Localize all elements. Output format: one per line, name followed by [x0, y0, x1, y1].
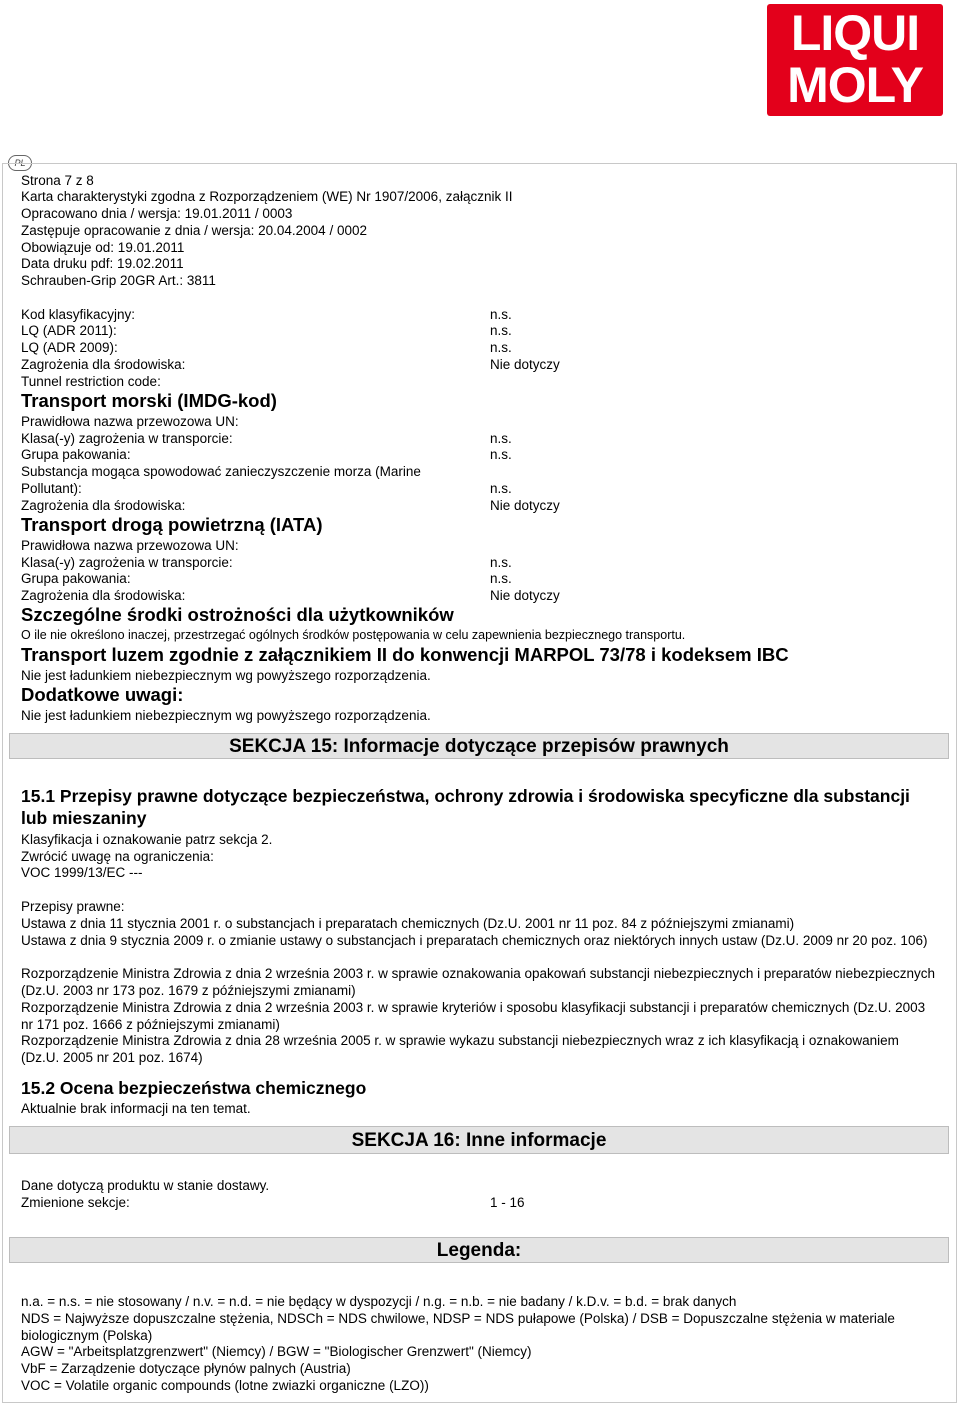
marine-pollutant-value: n.s. — [490, 481, 512, 496]
print-date: Data druku pdf: 19.02.2011 — [21, 256, 184, 271]
voc-directive: VOC 1999/13/EC --- — [21, 865, 143, 880]
precautions-text: O ile nie określono inaczej, przestrzegać ogólnych środków postępowania w celu zapewnienia bezpiecznego transportu. — [21, 628, 686, 642]
sea-un-name-label: Prawidłowa nazwa przewozowa UN: — [21, 414, 239, 429]
sea-group-value: n.s. — [490, 447, 512, 462]
document-title: Karta charakterystyki zgodna z Rozporządzeniem (WE) Nr 1907/2006, załącznik II — [21, 189, 513, 204]
lq-2011-value: n.s. — [490, 323, 512, 338]
replaces-version: Zastępuje opracowanie z dnia / wersja: 20.04.2004 / 0002 — [21, 223, 367, 238]
road-env-hazard-label: Zagrożenia dla środowiska: — [21, 357, 186, 372]
precautions-heading: Szczególne środki ostrożności dla użytkowników — [21, 604, 454, 625]
air-env-hazard-label: Zagrożenia dla środowiska: — [21, 588, 186, 603]
sea-env-hazard-value: Nie dotyczy — [490, 498, 560, 513]
marpol-text: Nie jest ładunkiem niebezpiecznym wg powyższego rozporządzenia. — [21, 668, 431, 683]
regulation-item: Rozporządzenie Ministra Zdrowia z dnia 2 września 2003 r. w sprawie oznakowania opakowań substancji niebezpiecznych i preparatów niebezpiecznych (Dz.U. 2003 nr 173 poz. 1679 z późniejszymi zmianami) — [21, 966, 935, 998]
regulation-item: Ustawa z dnia 11 stycznia 2001 r. o substancjach i preparatach chemicznych (Dz.U. 2001 nr 11 poz. 84 z późniejszymi zmianami) — [21, 916, 795, 931]
tunnel-code-label: Tunnel restriction code: — [21, 374, 161, 389]
sea-env-hazard-label: Zagrożenia dla środowiska: — [21, 498, 186, 513]
lq-2009-label: LQ (ADR 2009): — [21, 340, 118, 355]
logo-line-1: LIQUI — [790, 5, 920, 61]
classification-note: Klasyfikacja i oznakowanie patrz sekcja 2. — [21, 832, 273, 847]
restrictions-note: Zwrócić uwagę na ograniczenia: — [21, 849, 214, 864]
regulation-item: Ustawa z dnia 9 stycznia 2009 r. o zmianie ustawy o substancjach i preparatach chemicznych oraz niektórych innych ustaw (Dz.U. 2009 nr 20 poz. 106) — [21, 933, 928, 948]
air-transport-heading: Transport drogą powietrzną (IATA) — [21, 514, 323, 535]
marine-pollutant-label: Substancja mogąca spowodować zanieczyszczenie morza (Marine — [21, 464, 421, 479]
marine-pollutant-label-cont: Pollutant): — [21, 481, 82, 496]
additional-notes-heading: Dodatkowe uwagi: — [21, 684, 184, 705]
regulations-title: Przepisy prawne: — [21, 899, 125, 914]
language-badge: PL — [8, 155, 32, 171]
air-class-value: n.s. — [490, 555, 512, 570]
legend-line: VbF = Zarządzenie dotyczące płynów palnych (Austria) — [21, 1361, 351, 1376]
logo-line-2: MOLY — [787, 57, 923, 113]
prepared-date: Opracowano dnia / wersja: 19.01.2011 / 0003 — [21, 206, 293, 221]
page-number: Strona 7 z 8 — [21, 173, 94, 188]
sea-transport-heading: Transport morski (IMDG-kod) — [21, 390, 277, 411]
legend-line: VOC = Volatile organic compounds (lotne zwiazki organiczne (LZO)) — [21, 1378, 429, 1393]
classification-code-value: n.s. — [490, 307, 512, 322]
lq-2011-label: LQ (ADR 2011): — [21, 323, 117, 338]
air-group-value: n.s. — [490, 571, 512, 586]
section-15-bar: SEKCJA 15: Informacje dotyczące przepisów prawnych — [9, 733, 949, 759]
legend-line: n.a. = n.s. = nie stosowany / n.v. = n.d. = nie będący w dyspozycji / n.g. = n.b. = nie badany / k.D.v. = b.d. = brak danych — [21, 1294, 737, 1309]
regulation-item: Rozporządzenie Ministra Zdrowia z dnia 28 września 2005 r. w sprawie wykazu substancji niebezpiecznych wraz z ich klasyfikacją i oznakowaniem (Dz.U. 2005 nr 201 poz. 1674) — [21, 1033, 899, 1065]
additional-notes-text: Nie jest ładunkiem niebezpiecznym wg powyższego rozporządzenia. — [21, 708, 431, 723]
legend-line: AGW = "Arbeitsplatzgrenzwert" (Niemcy) / BGW = "Biologischer Grenzwert" (Niemcy) — [21, 1344, 532, 1359]
section-15-1-heading: 15.1 Przepisy prawne dotyczące bezpieczeństwa, ochrony zdrowia i środowiska specyficzne dla substancji lub mieszaniny — [21, 786, 910, 828]
changed-sections-label: Zmienione sekcje: — [21, 1195, 130, 1210]
marpol-heading: Transport luzem zgodnie z załącznikiem II do konwencji MARPOL 73/78 i kodeksem IBC — [21, 644, 789, 665]
sea-class-label: Klasa(-y) zagrożenia w transporcie: — [21, 431, 233, 446]
sea-group-label: Grupa pakowania: — [21, 447, 131, 462]
liqui-moly-logo — [767, 4, 943, 116]
air-group-label: Grupa pakowania: — [21, 571, 131, 586]
valid-from: Obowiązuje od: 19.01.2011 — [21, 240, 185, 255]
page-frame — [2, 163, 957, 1403]
legend-bar: Legenda: — [9, 1237, 949, 1263]
section-15-2-heading: 15.2 Ocena bezpieczeństwa chemicznego — [21, 1078, 367, 1098]
road-env-hazard-value: Nie dotyczy — [490, 357, 560, 372]
legend-line: NDS = Najwyższe dopuszczalne stężenia, NDSCh = NDS chwilowe, NDSP = NDS pułapowe (Polska) / DSB = Dopuszczalne stężenia w materiale biologicznym (Polska) — [21, 1311, 895, 1343]
section-15-2-text: Aktualnie brak informacji na ten temat. — [21, 1101, 251, 1116]
sea-class-value: n.s. — [490, 431, 512, 446]
product-name: Schrauben-Grip 20GR Art.: 3811 — [21, 273, 216, 288]
changed-sections-value: 1 - 16 — [490, 1195, 525, 1210]
lq-2009-value: n.s. — [490, 340, 512, 355]
air-un-name-label: Prawidłowa nazwa przewozowa UN: — [21, 538, 239, 553]
section-16-bar: SEKCJA 16: Inne informacje — [9, 1126, 949, 1154]
air-class-label: Klasa(-y) zagrożenia w transporcie: — [21, 555, 233, 570]
regulation-item: Rozporządzenie Ministra Zdrowia z dnia 2 września 2003 r. w sprawie kryteriów i sposobu klasyfikacji substancji i preparatów chemicznych (Dz.U. 2003 nr 171 poz. 1666 z późniejszymi zmianami) — [21, 1000, 926, 1032]
delivery-state-note: Dane dotyczą produktu w stanie dostawy. — [21, 1178, 270, 1193]
air-env-hazard-value: Nie dotyczy — [490, 588, 560, 603]
classification-code-label: Kod klasyfikacyjny: — [21, 307, 136, 322]
